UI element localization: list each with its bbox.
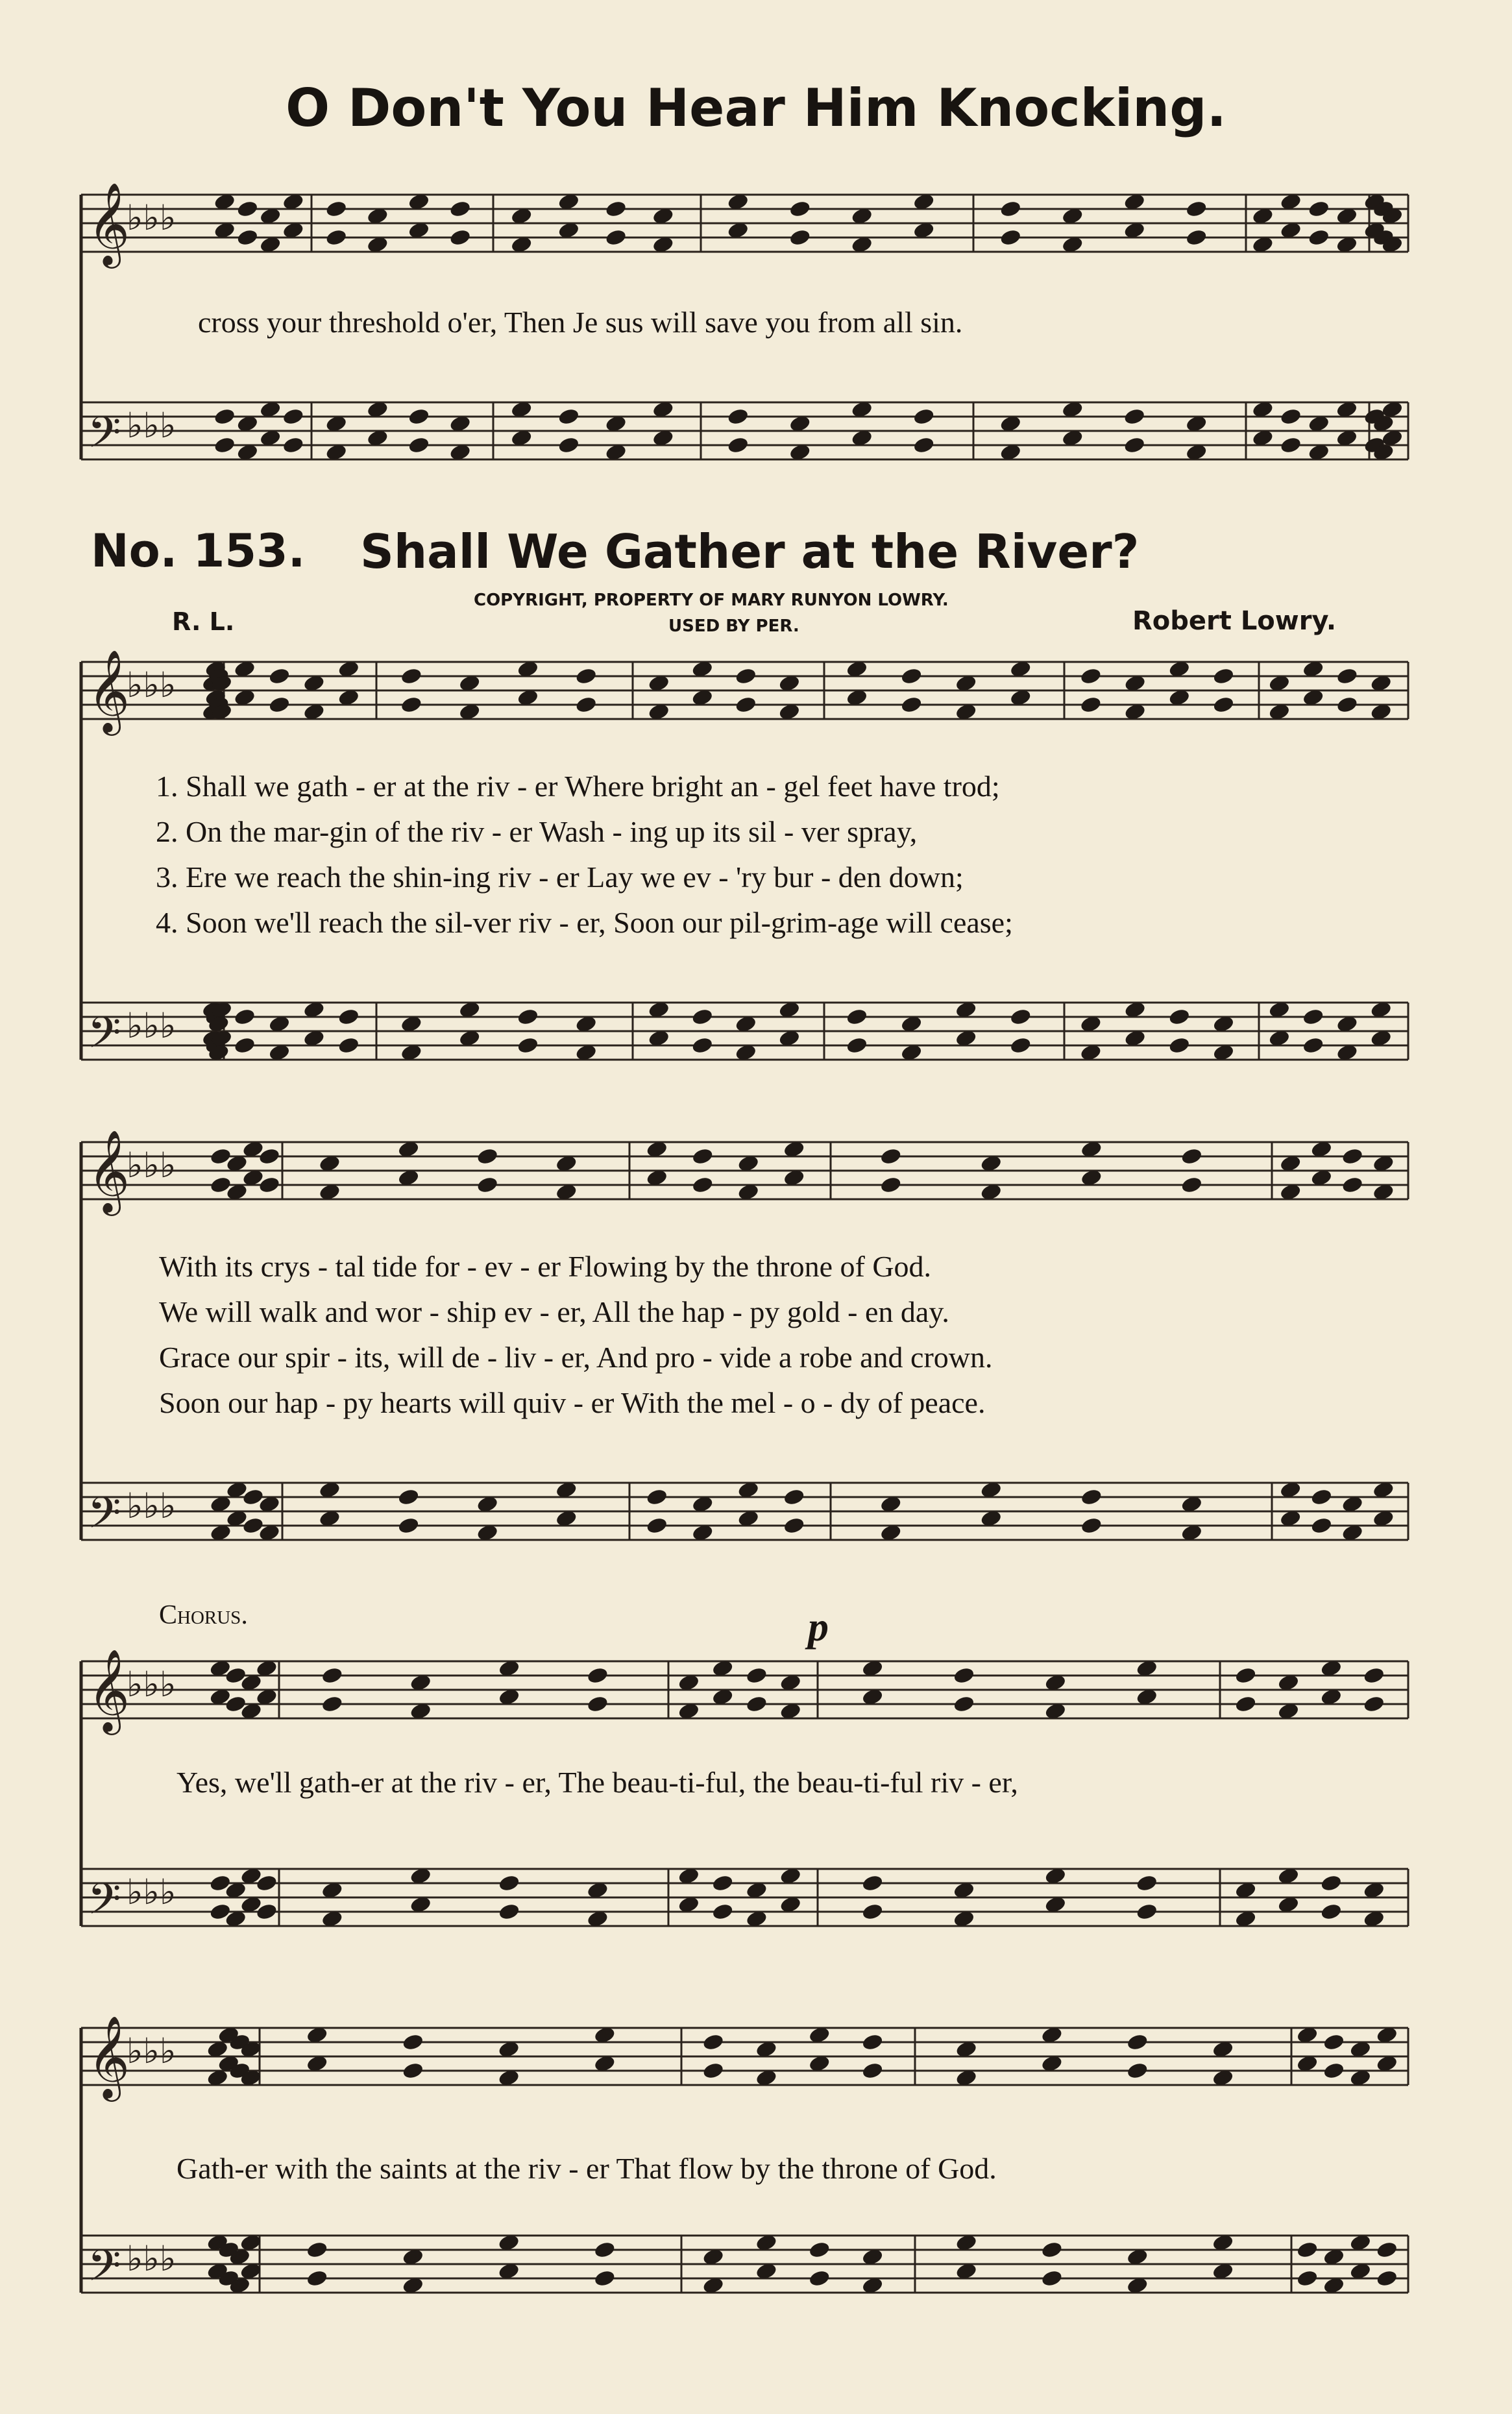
note-head <box>646 1487 668 1506</box>
note-head <box>691 1036 714 1055</box>
note-head <box>593 2240 616 2259</box>
note-head <box>1335 695 1358 714</box>
note-head <box>236 228 259 247</box>
note-head <box>1296 2269 1319 2287</box>
note-head <box>402 2032 424 2051</box>
key-signature-icon: ♭♭♭ <box>127 197 177 238</box>
staff-s2-treble <box>81 1129 1408 1216</box>
note-head <box>1009 1007 1032 1026</box>
note-head <box>517 1007 539 1026</box>
bass-clef-icon: 𝄢 <box>88 1874 121 1934</box>
chorus-line-2: Gath-er with the saints at the riv - er That flow by the throne of God. <box>177 2152 997 2185</box>
note-head <box>1234 1694 1257 1713</box>
note-head <box>557 407 580 426</box>
note-head <box>1180 1147 1203 1165</box>
key-signature-icon: ♭♭♭ <box>127 405 177 446</box>
key-signature-icon: ♭♭♭ <box>127 664 177 705</box>
note-head <box>408 407 430 426</box>
note-head <box>325 228 348 247</box>
note-head <box>1335 666 1358 685</box>
note-head <box>1376 2269 1398 2287</box>
staff-s1-treble <box>81 649 1408 736</box>
previous-song-title: O Don't You Hear Him Knocking. <box>286 78 1226 138</box>
chorus-label: Chorus. <box>159 1600 248 1630</box>
note-head <box>1009 1036 1032 1055</box>
note-head <box>861 1873 884 1892</box>
note-head <box>517 1036 539 1055</box>
note-head <box>1302 1007 1324 1026</box>
note-head <box>1376 2240 1398 2259</box>
note-head <box>397 1487 420 1506</box>
treble-clef-icon: 𝄞 <box>88 2015 130 2098</box>
note-head <box>268 695 291 714</box>
note-head <box>605 228 628 247</box>
note-head <box>234 1036 256 1055</box>
note-head <box>282 407 304 426</box>
copyright-line: COPYRIGHT, PROPERTY OF MARY RUNYON LOWRY. <box>474 591 949 610</box>
chorus-line-1: Yes, we'll gath-er at the riv - er, The beau-ti-ful, the beau-ti-ful riv - er, <box>177 1766 1018 1799</box>
note-head <box>1363 1694 1385 1713</box>
treble-clef-icon: 𝄞 <box>88 649 130 732</box>
note-head <box>953 1694 975 1713</box>
note-head <box>605 199 628 218</box>
note-head <box>586 1694 609 1713</box>
note-head <box>1212 666 1235 685</box>
treble-clef-icon: 𝄞 <box>88 182 130 265</box>
note-head <box>400 695 422 714</box>
note-head <box>846 1007 868 1026</box>
staff-s2-bass <box>81 1480 1408 1548</box>
bass-clef-icon: 𝄢 <box>88 2241 121 2301</box>
note-head <box>449 199 472 218</box>
note-head <box>999 228 1022 247</box>
note-head <box>900 666 923 685</box>
note-head <box>213 407 236 426</box>
verse-1-line-1: 1. Shall we gath - er at the riv - er Where bright an - gel feet have trod; <box>156 770 1000 803</box>
note-head <box>1323 2032 1345 2051</box>
note-head <box>691 1007 714 1026</box>
note-head <box>268 666 291 685</box>
note-head <box>476 1175 499 1194</box>
note-head <box>498 1873 520 1892</box>
note-head <box>1234 1666 1257 1685</box>
key-signature-icon: ♭♭♭ <box>127 2030 177 2071</box>
note-head <box>808 2269 831 2287</box>
note-head <box>1126 2032 1149 2051</box>
note-head <box>1079 695 1102 714</box>
note-head <box>337 1036 360 1055</box>
note-head <box>1320 1902 1343 1921</box>
staff-s1-bass <box>81 1000 1408 1068</box>
note-head <box>1040 2240 1063 2259</box>
note-head <box>861 1902 884 1921</box>
note-head <box>1040 2269 1063 2287</box>
note-head <box>702 2032 725 2051</box>
note-head <box>912 407 935 426</box>
note-head <box>646 1516 668 1535</box>
note-head <box>1310 1516 1333 1535</box>
staff-s3-treble <box>81 1648 1408 1735</box>
note-head <box>1302 1036 1324 1055</box>
staff-s4-bass <box>81 2233 1408 2301</box>
note-head <box>745 1694 768 1713</box>
note-head <box>402 2061 424 2080</box>
staff-prev-treble <box>81 182 1408 269</box>
note-head <box>498 1902 520 1921</box>
verse-4-line-2: Soon our hap - py hearts will quiv - er With the mel - o - dy of peace. <box>159 1386 986 1419</box>
verse-3-line-2: Grace our spir - its, will de - liv - er, And pro - vide a robe and crown. <box>159 1341 993 1374</box>
note-head <box>449 228 472 247</box>
note-head <box>912 435 935 454</box>
note-head <box>691 1147 714 1165</box>
note-head <box>788 228 811 247</box>
note-head <box>1212 695 1235 714</box>
note-head <box>408 435 430 454</box>
staff-s4-treble <box>81 2015 1408 2102</box>
key-signature-icon: ♭♭♭ <box>127 1871 177 1912</box>
treble-clef-icon: 𝄞 <box>88 1648 130 1731</box>
note-head <box>846 1036 868 1055</box>
note-head <box>735 695 757 714</box>
verse-2-line-2: We will walk and wor - ship ev - er, All the hap - py gold - en day. <box>159 1295 949 1328</box>
note-head <box>1296 2240 1319 2259</box>
note-head <box>1185 228 1208 247</box>
previous-song-lyric: cross your threshold o'er, Then Je sus will save you from all sin. <box>198 306 963 339</box>
note-head <box>234 1007 256 1026</box>
verse-4-line-1: 4. Soon we'll reach the sil-ver riv - er, Soon our pil-grim-age will cease; <box>156 906 1013 939</box>
note-head <box>1080 1516 1103 1535</box>
note-head <box>1136 1902 1158 1921</box>
note-head <box>953 1666 975 1685</box>
note-head <box>593 2269 616 2287</box>
bass-clef-icon: 𝄢 <box>88 408 121 468</box>
note-head <box>213 435 236 454</box>
note-head <box>397 1516 420 1535</box>
note-head <box>321 1666 343 1685</box>
note-head <box>1280 435 1302 454</box>
note-head <box>788 199 811 218</box>
key-signature-icon: ♭♭♭ <box>127 1485 177 1526</box>
song-title: Shall We Gather at the River? <box>360 524 1140 579</box>
note-head <box>879 1147 902 1165</box>
note-head <box>1079 666 1102 685</box>
note-head <box>1123 435 1146 454</box>
note-head <box>1280 407 1302 426</box>
note-head <box>1123 407 1146 426</box>
note-head <box>1341 1175 1364 1194</box>
note-head <box>745 1666 768 1685</box>
note-head <box>879 1175 902 1194</box>
note-head <box>900 695 923 714</box>
note-head <box>1180 1175 1203 1194</box>
note-head <box>282 435 304 454</box>
key-signature-icon: ♭♭♭ <box>127 1664 177 1705</box>
note-head <box>306 2269 328 2287</box>
verse-3-line-1: 3. Ere we reach the shin-ing riv - er Lay we ev - 'ry bur - den down; <box>156 860 964 894</box>
note-head <box>1168 1007 1191 1026</box>
note-head <box>1320 1873 1343 1892</box>
key-signature-icon: ♭♭♭ <box>127 1145 177 1186</box>
note-head <box>1136 1873 1158 1892</box>
treble-clef-icon: 𝄞 <box>88 1129 130 1212</box>
note-head <box>575 666 598 685</box>
staff-prev-bass <box>81 400 1408 468</box>
note-head <box>1323 2061 1345 2080</box>
note-head <box>586 1666 609 1685</box>
note-head <box>325 199 348 218</box>
note-head <box>727 407 750 426</box>
key-signature-icon: ♭♭♭ <box>127 2238 177 2279</box>
note-head <box>1126 2061 1149 2080</box>
key-signature-icon: ♭♭♭ <box>127 1005 177 1046</box>
note-head <box>727 435 750 454</box>
note-head <box>321 1694 343 1713</box>
verse-1-line-2: With its crys - tal tide for - ev - er Flowing by the throne of God. <box>159 1250 932 1283</box>
note-head <box>1363 1666 1385 1685</box>
copyright-permission: USED BY PER. <box>668 616 799 636</box>
verse-2-line-1: 2. On the mar-gin of the riv - er Wash - ing up its sil - ver spray, <box>156 815 918 848</box>
note-head <box>557 435 580 454</box>
note-head <box>476 1147 499 1165</box>
staff-s3-bass <box>81 1866 1408 1934</box>
note-head <box>1080 1487 1103 1506</box>
note-head <box>711 1873 734 1892</box>
note-head <box>306 2240 328 2259</box>
note-head <box>400 666 422 685</box>
note-head <box>1185 199 1208 218</box>
dynamic-marking: p <box>808 1603 829 1650</box>
note-head <box>735 666 757 685</box>
song-number: No. 153. <box>91 524 306 578</box>
note-head <box>1341 1147 1364 1165</box>
note-head <box>861 2061 884 2080</box>
note-head <box>783 1516 805 1535</box>
author-initials: R. L. <box>172 607 235 636</box>
note-head <box>999 199 1022 218</box>
note-head <box>1308 228 1330 247</box>
bass-clef-icon: 𝄢 <box>88 1008 121 1068</box>
note-head <box>711 1902 734 1921</box>
note-head <box>808 2240 831 2259</box>
note-head <box>1310 1487 1333 1506</box>
note-head <box>702 2061 725 2080</box>
composer: Robert Lowry. <box>1132 606 1337 636</box>
note-head <box>691 1175 714 1194</box>
note-head <box>1168 1036 1191 1055</box>
note-head <box>575 695 598 714</box>
note-head <box>861 2032 884 2051</box>
note-head <box>236 199 259 218</box>
note-head <box>337 1007 360 1026</box>
note-head <box>783 1487 805 1506</box>
note-head <box>1308 199 1330 218</box>
bass-clef-icon: 𝄢 <box>88 1488 121 1548</box>
